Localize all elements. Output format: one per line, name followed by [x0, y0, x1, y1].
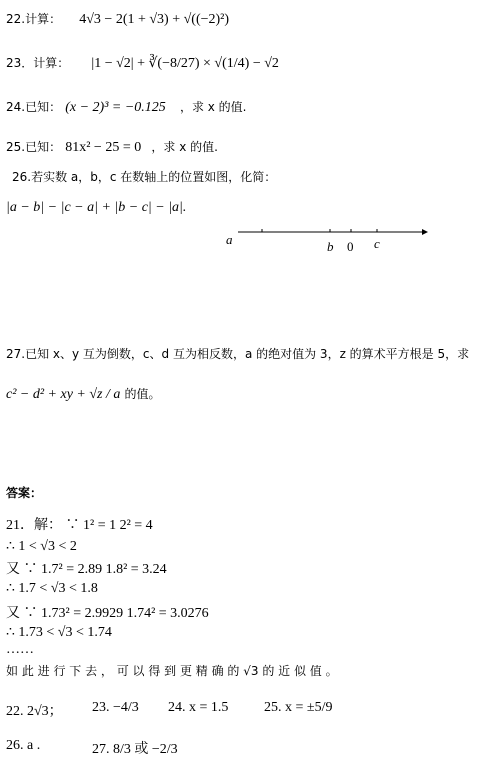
question-25-label: 25.已知： — [6, 140, 62, 154]
answer-22: 22. 2√3； — [6, 704, 63, 719]
answer-21-line-4: ∴ 1.7 < √3 < 1.8 — [6, 581, 98, 596]
answer-21-line-6: ∴ 1.73 < √3 < 1.74 — [6, 625, 112, 640]
answer-25: 25. x = ±5/9 — [264, 700, 333, 715]
question-27-expression: c² − d² + xy + √z / a — [6, 387, 121, 402]
answer-21-line-5: 又 ∵ 1.73² = 2.9929 1.74² = 3.0276 — [6, 606, 209, 621]
number-line-arrow-icon — [422, 229, 428, 235]
answer-23: 23. −4/3 — [92, 700, 139, 715]
question-23-label: 23．计算： — [6, 56, 70, 70]
answer-21-line-7: …… — [6, 642, 34, 657]
answers-title: 答案： — [6, 486, 43, 500]
question-24-expression: (x − 2)³ = −0.125 — [65, 100, 166, 115]
label-b: b — [327, 239, 334, 254]
answer-21-line-8: 如 此 进 行 下 去 ， 可 以 得 到 更 精 确 的 √3 的 近 似 值 。 — [6, 664, 338, 678]
question-24-label: 24.已知： — [6, 100, 62, 114]
question-26-expression-line — [6, 200, 186, 216]
question-27 — [6, 345, 469, 362]
question-25-expression: 81x² − 25 = 0 — [65, 140, 142, 155]
answer-21-line-2: ∴ 1 < √3 < 2 — [6, 539, 77, 554]
question-25-tail: ，求 x 的值. — [151, 140, 218, 154]
question-26-label: 26.若实数 a，b，c 在数轴上的位置如图，化简： — [12, 170, 277, 184]
question-24 — [6, 98, 247, 116]
question-23 — [6, 54, 279, 72]
question-22 — [6, 10, 229, 28]
answer-24: 24. x = 1.5 — [168, 700, 229, 715]
question-27-tail: 的值。 — [124, 387, 161, 401]
question-22-label: 22.计算： — [6, 12, 62, 26]
label-a: a — [226, 232, 233, 247]
question-22-expression: 4√3 − 2(1 + √3) + √((−2)²) — [79, 12, 230, 27]
answer-21-line-1: 21．解： ∵ 1² = 1 2² = 4 — [6, 518, 153, 533]
question-27-text: 27.已知 x、y 互为倒数，c、d 互为相反数，a 的绝对值为 3，z 的算术平方根是 5，求 — [6, 347, 470, 361]
question-23-expression: |1 − √2| + ∛(−8/27) × √(1/4) − √2 — [91, 56, 279, 71]
question-25 — [6, 138, 218, 156]
question-27-expression-line — [6, 385, 161, 403]
question-26 — [12, 168, 276, 185]
label-c: c — [374, 236, 380, 251]
answer-21-line-3: 又 ∵ 1.7² = 2.89 1.8² = 3.24 — [6, 562, 167, 577]
label-zero: 0 — [347, 239, 354, 254]
question-24-tail: ，求 x 的值. — [179, 100, 247, 114]
number-line — [220, 220, 430, 260]
answer-27: 27. 8/3 或 −2/3 — [92, 742, 178, 757]
answer-26: 26. a . — [6, 738, 41, 753]
question-26-expression: |a − b| − |c − a| + |b − c| − |a|. — [6, 200, 187, 215]
